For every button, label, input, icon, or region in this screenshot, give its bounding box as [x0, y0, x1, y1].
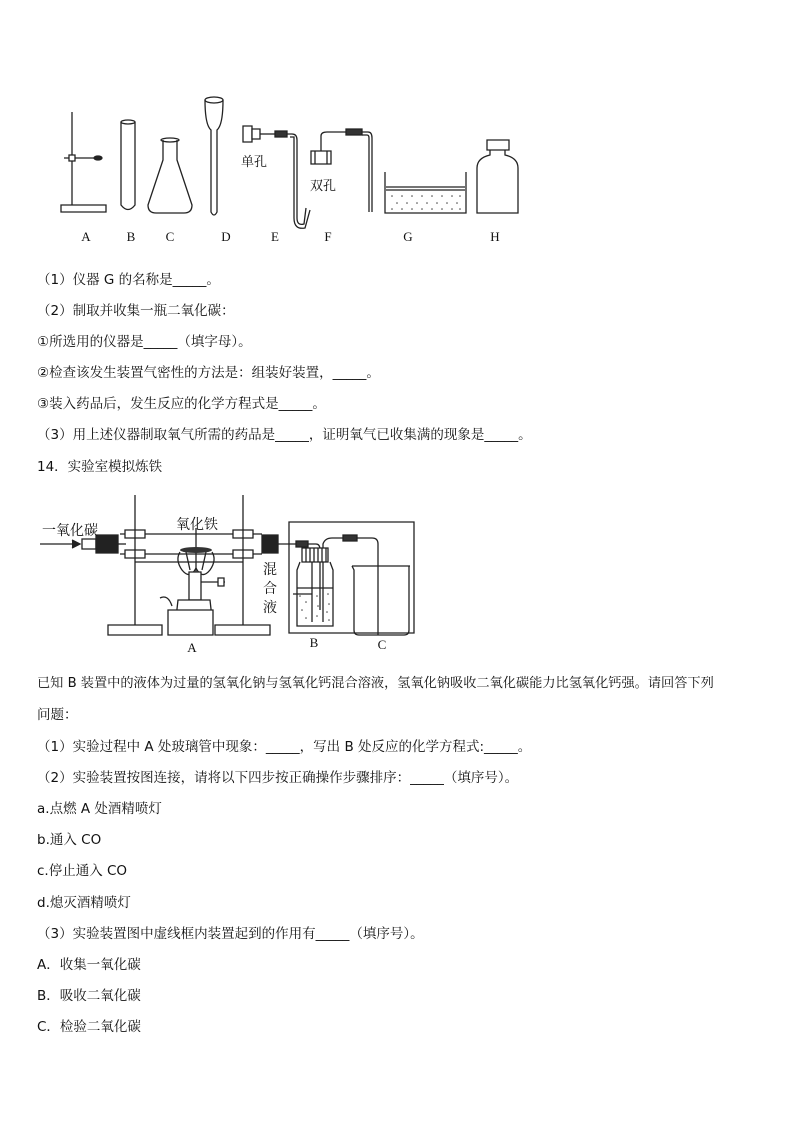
- label-f: F: [324, 229, 332, 244]
- q13-part2-b: ②检查该发生装置气密性的方法是：组装好装置，_____。: [37, 365, 380, 381]
- apparatus-figure: [0, 0, 794, 250]
- mixed-liquid-char-3: 液: [263, 600, 277, 616]
- label-g: G: [403, 229, 413, 244]
- funnel: [205, 97, 223, 215]
- mixed-liquid-char-1: 混: [263, 562, 277, 578]
- q14-step-c: c.停止通入 CO: [37, 863, 128, 879]
- trough-water-dots: [391, 195, 461, 210]
- conical-flask: [148, 140, 192, 213]
- label-h: H: [490, 229, 500, 244]
- smelting-drawing: [0, 490, 794, 660]
- q14-part1: （1）实验过程中 A 处玻璃管中现象：_____，写出 B 处反应的化学方程式:_____。: [37, 739, 532, 755]
- label-b: B: [126, 229, 136, 244]
- q13-part3: （3）用上述仪器制取氧气所需的药品是_____，证明氧气已收集满的现象是_____。: [37, 427, 532, 443]
- label-apparatus-c: C: [377, 637, 387, 652]
- double-hole-label: 双孔: [310, 179, 337, 194]
- double-hole-stopper: [311, 129, 372, 212]
- q13-part2-c: ③装入药品后，发生反应的化学方程式是_____。: [37, 396, 326, 412]
- label-c: C: [165, 229, 175, 244]
- q13-part2-a: ①所选用的仪器是_____（填字母）。: [37, 334, 252, 350]
- mixed-liquid-char-2: 合: [263, 581, 277, 597]
- q14-step-d: d.熄灭酒精喷灯: [37, 895, 131, 911]
- q14-intro-line1: 已知 B 装置中的液体为过量的氢氧化钠与氢氧化钙混合溶液，氢氧化钠吸收二氧化碳能力比氢氧化钙强。请回答下列: [37, 676, 714, 691]
- q13-part2: （2）制取并收集一瓶二氧化碳：: [37, 303, 235, 319]
- apparatus-drawing: [0, 0, 794, 250]
- q14-step-b: b.通入 CO: [37, 832, 102, 848]
- iron-oxide-powder: [180, 547, 212, 553]
- q14-option-a: A．收集一氧化碳: [37, 957, 141, 973]
- label-apparatus-b: B: [309, 635, 319, 650]
- q14-option-c: C．检验二氧化碳: [37, 1019, 141, 1035]
- q14-part2: （2）实验装置按图连接，请将以下四步按正确操作步骤排序：_____（填序号）。: [37, 770, 519, 786]
- single-hole-label: 单孔: [241, 155, 268, 170]
- label-e: E: [271, 229, 279, 244]
- q14-title: 14．实验室模拟炼铁: [37, 459, 163, 475]
- q14-intro-line2: 问题：: [37, 707, 78, 723]
- gas-bottle: [477, 140, 518, 213]
- water-trough: [385, 172, 466, 213]
- q14-part3: （3）实验装置图中虚线框内装置起到的作用有_____（填序号）。: [37, 926, 424, 942]
- single-hole-stopper: [243, 126, 310, 228]
- q14-option-b: B．吸收二氧化碳: [37, 988, 141, 1004]
- label-d: D: [221, 229, 231, 244]
- label-apparatus-a: A: [187, 640, 197, 655]
- fe2o3-label: 氧化铁: [176, 517, 218, 533]
- smelting-figure: [0, 490, 794, 660]
- iron-stand: [61, 112, 106, 212]
- q14-step-a: a.点燃 A 处酒精喷灯: [37, 801, 162, 817]
- test-tube: [121, 122, 135, 210]
- mixed-liquid-dots: [299, 593, 330, 621]
- q13-part1: （1）仪器 G 的名称是_____。: [37, 272, 220, 288]
- label-a: A: [81, 229, 91, 244]
- co-label: 一氧化碳: [42, 523, 98, 539]
